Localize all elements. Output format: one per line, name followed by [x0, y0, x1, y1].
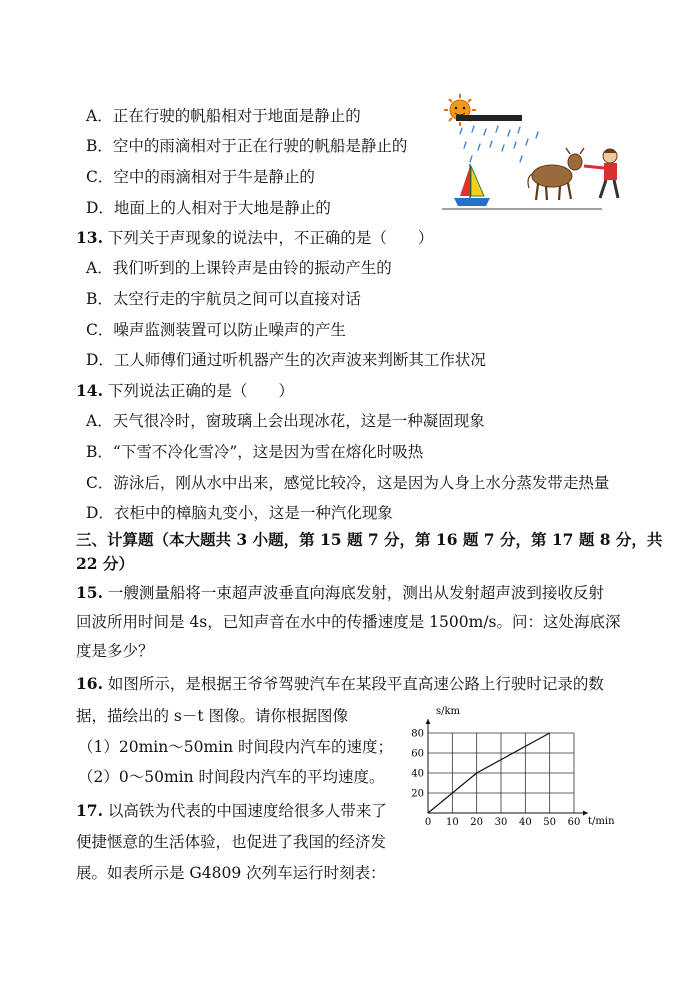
q17-line3: 展。如表所示是 G4809 次列车运行时刻表： — [76, 864, 386, 882]
q12-option-b: B．空中的雨滴相对于正在行驶的帆船是静止的 — [86, 137, 408, 155]
q13-number: 13. — [76, 228, 103, 247]
q13-text: 下列关于声现象的说法中，不正确的是（ ） — [107, 229, 434, 247]
q13-option-d: D．工人师傅们通过听机器产生的次声波来判断其工作状况 — [86, 351, 486, 369]
q15-number: 15. — [76, 583, 103, 602]
q16-part2: （2）0～50min 时间段内汽车的平均速度。 — [78, 768, 385, 786]
rain-drops — [460, 126, 538, 162]
y-axis-arrow — [426, 719, 431, 724]
q16-text-1: 如图所示，是根据王爷爷驾驶汽车在某段平直高速公路上行驶时记录的数 — [107, 675, 604, 693]
x-tick-label: 40 — [518, 817, 532, 828]
y-tick-label: 80 — [411, 728, 424, 740]
q14-option-d: D．衣柜中的樟脑丸变小，这是一种汽化现象 — [86, 504, 393, 522]
x-tick-label: 60 — [567, 817, 581, 828]
q13-option-b: B．太空行走的宇航员之间可以直接对话 — [86, 290, 361, 308]
q14-option-c: C．游泳后，刚从水中出来，感觉比较冷，这是因为人身上水分蒸发带走热量 — [86, 474, 610, 492]
y-tick-label: 20 — [411, 788, 424, 800]
q12-option-d: D．地面上的人相对于大地是静止的 — [86, 199, 331, 217]
chart-grid — [428, 733, 574, 813]
sun-icon — [444, 94, 476, 126]
x-axis-arrow — [583, 811, 588, 816]
q17-line1 — [76, 801, 387, 821]
q13-stem — [76, 228, 433, 248]
q14-stem — [76, 381, 294, 401]
q13-option-a: A．我们听到的上课铃声是由铃的振动产生的 — [86, 259, 392, 277]
cloud-bar — [456, 115, 522, 121]
q17-number: 17. — [76, 801, 103, 820]
q16-part1: （1）20min～50min 时间段内汽车的速度； — [78, 738, 394, 756]
sailboat-icon — [454, 164, 490, 206]
q15-line3: 度是多少？ — [76, 642, 154, 660]
q17-line2: 便捷惬意的生活体验，也促进了我国的经济发 — [76, 833, 387, 851]
q12-option-c: C．空中的雨滴相对于牛是静止的 — [86, 168, 315, 186]
x-tick-label: 20 — [470, 817, 484, 828]
q15-text-1: 一艘测量船将一束超声波垂直向海底发射，测出从发射超声波到接收反射 — [107, 584, 604, 602]
section-heading-line2: 22 分） — [76, 554, 134, 573]
person-icon — [584, 149, 618, 198]
x-tick-label: 50 — [543, 817, 557, 828]
q14-number: 14. — [76, 381, 103, 400]
chart-y-axis-label: s/km — [436, 706, 461, 717]
chart-axes — [426, 719, 589, 816]
st-graph — [400, 700, 620, 830]
x-tick-label: 10 — [445, 817, 459, 828]
q17-text-1: 以高铁为代表的中国速度给很多人带来了 — [107, 802, 387, 820]
q14-text: 下列说法正确的是（ ） — [107, 382, 294, 400]
y-tick-label: 40 — [411, 768, 424, 780]
cow-icon — [528, 148, 584, 200]
q13-option-c: C．噪声监测装置可以防止噪声的产生 — [86, 321, 346, 339]
x-tick-label: 0 — [424, 817, 432, 828]
q14-option-b: B．“下雪不冷化雪冷”，这是因为雪在熔化时吸热 — [86, 443, 424, 461]
q16-line2: 据，描绘出的 s－t 图像。请你根据图像 — [76, 707, 349, 725]
q16-line1 — [76, 674, 604, 694]
q12-illustration — [434, 92, 634, 217]
chart-x-axis-label: t/min — [588, 816, 615, 827]
q15-line1 — [76, 583, 604, 603]
x-tick-label: 30 — [494, 817, 508, 828]
section-heading-line1: 三、计算题（本大题共 3 小题，第 15 题 7 分，第 16 题 7 分，第 17 题 8 分，共 — [76, 530, 663, 549]
y-tick-label: 60 — [411, 748, 424, 760]
q14-option-a: A．天气很冷时，窗玻璃上会出现冰花，这是一种凝固现象 — [86, 412, 485, 430]
q16-number: 16. — [76, 674, 103, 693]
q15-line2: 回波所用时间是 4s，已知声音在水中的传播速度是 1500m/s。问：这处海底深 — [76, 613, 621, 631]
q12-option-a: A．正在行驶的帆船相对于地面是静止的 — [86, 107, 361, 125]
